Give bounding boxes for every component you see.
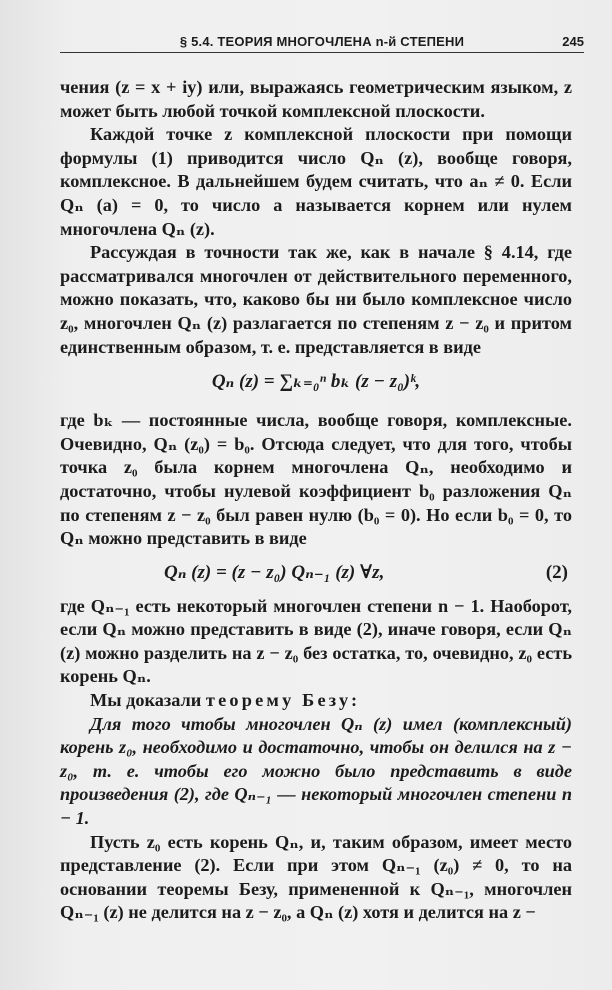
formula-bezout: [60, 551, 572, 595]
theorem-name: теорему Безу:: [205, 690, 361, 711]
formula-expansion: [60, 359, 572, 409]
running-header: [60, 24, 584, 53]
formula-bezout-text: Qₙ (z) = (z − z₀) Qₙ₋₁ (z) ∀z,: [164, 561, 385, 583]
section-title: § 5.4. ТЕОРИЯ МНОГОЧЛЕНА n-й СТЕПЕНИ: [179, 34, 465, 49]
theorem-intro: [60, 689, 572, 713]
formula-expansion-text: Qₙ (z) = ∑ₖ₌₀ⁿ bₖ (z − z₀)ᵏ,: [211, 371, 421, 393]
paragraph-5: где Qₙ₋₁ есть некоторый многочлен степени n − 1. Наоборот, если Qₙ можно представить в виде (2), иначе говоря, если Qₙ (z) можно разделить на z − z₀ без остатка, то, очевидно, z₀ есть корень Qₙ.: [60, 595, 572, 687]
page-body: [60, 76, 572, 925]
paragraph-3: Рассуждая в точности так же, как в начале § 4.14, где рассматривался многочлен от действительного переменного, можно показать, что, каково бы ни было комплексное число z₀, многочлен Qₙ (z) разлагается по степеням z − z₀ и притом единственным образом, т. е. представляется в виде: [60, 242, 572, 357]
paragraph-4: где bₖ — постоянные числа, вообще говоря, комплексные. Очевидно, Qₙ (z₀) = b₀. Отсюда следует, что для того, чтобы точка z₀ была корнем многочлена Qₙ, необходимо и достаточно, чтобы нулевой коэффициент b₀ разложения Qₙ по степеням z − z₀ был равен нулю (b₀ = 0). Но если b₀ = 0, то Qₙ можно представить в виде: [60, 410, 572, 549]
page-number: 245: [562, 34, 584, 49]
theorem-intro-lead: Мы доказали: [90, 690, 202, 711]
theorem-statement: Для того чтобы многочлен Qₙ (z) имел (комплексный) корень z₀, необходимо и достаточно, чтобы он делился на z − z₀, т. е. чтобы его можно было представить в виде произведения (2), где Qₙ₋₁ — некоторый многочлен степени n − 1.: [60, 713, 572, 829]
formula-number: (2): [545, 561, 568, 583]
paragraph-1: чения (z = x + iy) или, выражаясь геометрическим языком, z может быть любой точкой комплексной плоскости.: [60, 77, 572, 121]
paragraph-2: Каждой точке z комплексной плоскости при помощи формулы (1) приводится число Qₙ (z), вообще говоря, комплексное. В дальнейшем будем считать, что aₙ ≠ 0. Если Qₙ (a) = 0, то число a называется корнем или нулем многочлена Qₙ (z).: [60, 124, 572, 239]
paragraph-6: Пусть z₀ есть корень Qₙ, и, таким образом, имеет место представление (2). Если при этом Qₙ₋₁ (z₀) ≠ 0, то на основании теоремы Безу, примененной к Qₙ₋₁, многочлен Qₙ₋₁ (z) не делится на z − z₀, а Qₙ (z) хотя и делится на z −: [60, 831, 572, 923]
